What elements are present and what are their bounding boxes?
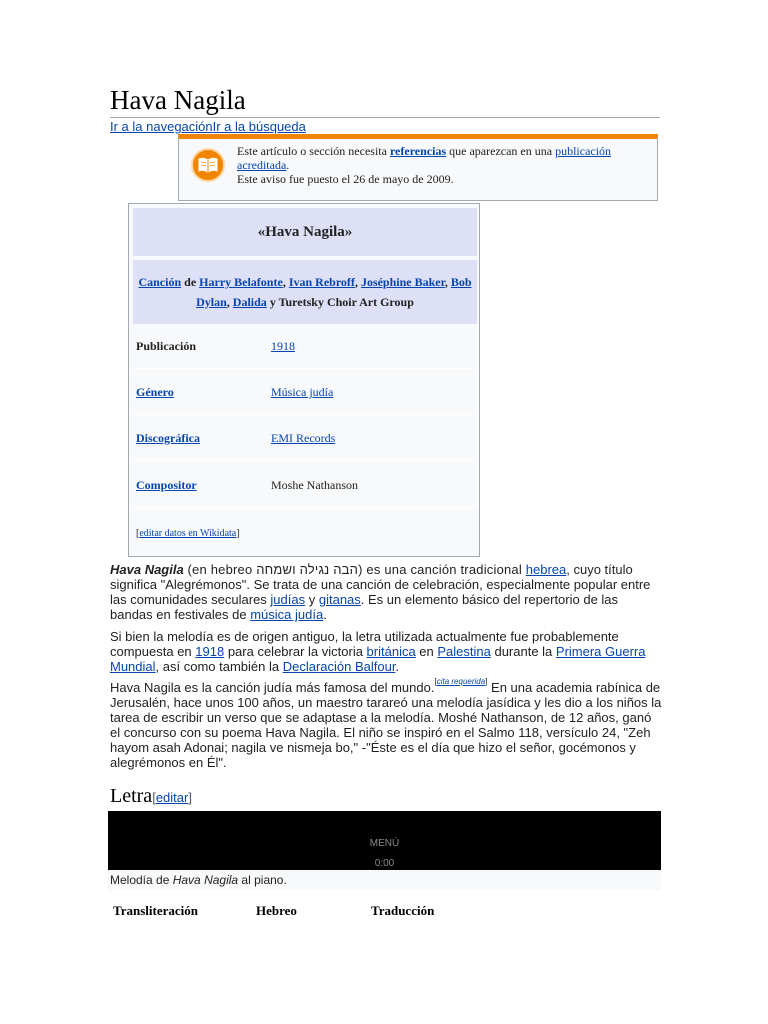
infobox-row-compositor [133, 463, 479, 508]
column-header-transliteracion: Transliteración [113, 903, 198, 918]
notice-text-part: Este artículo o sección necesita [237, 144, 390, 158]
paragraph-text: En una academia rabínica de Jerusalén, hace unos 100 años, un maestro tarareó una melodía jasídica y les dio a los niños la tarea de escribir un verso que se adaptase a la melodía. Moshé Nathanson, de 12 años, ganó el concurso con su poema Hava Nagila. El niño se inspiró en el Salmo 118, versículo 24, "Zeh hayom asah Adonai; nagila ve nismeja bo," -"Éste es el día que hizo el señor, gocémonos y alegrémonos en Él". [110, 680, 662, 770]
row-divider [477, 463, 479, 507]
section-heading-letra [110, 784, 660, 812]
player-time: 0:00 [374, 858, 395, 869]
notice-text [237, 144, 647, 186]
section-title: Letra [110, 785, 153, 807]
primera-guerra-mundial-link[interactable]: Primera Guerra Mundial [110, 644, 646, 674]
skip-links [110, 119, 306, 135]
paragraph-text: (en hebreo הבה נגילה ושמחה) es una canción tradicional [183, 562, 526, 577]
notice-text-part: . [286, 158, 290, 172]
year-1918-link[interactable]: 1918 [195, 644, 225, 659]
column-header-hebreo: Hebreo [256, 903, 297, 918]
wikidata-edit: [editar datos en Wikidata] [136, 528, 240, 539]
paragraph-text: durante la [490, 644, 556, 659]
infobox-row-genero [133, 370, 479, 415]
paragraph-text: . [323, 607, 327, 622]
paragraph-text: Si bien la melodía es de origen antiguo, la letra utilizada actualmente fue probablemente compuesta en [110, 629, 619, 659]
edit-bracket: ] [188, 790, 192, 805]
artist-link[interactable]: Bob Dylan [196, 275, 472, 309]
artist-link[interactable]: Dalida [232, 295, 267, 309]
infobox-title: «Hava Nagila» [133, 208, 477, 256]
row-label-link[interactable]: Compositor [136, 478, 197, 492]
paragraph-origin [110, 629, 662, 674]
notice-text-part: que aparezcan en una [446, 144, 556, 158]
caption-text: Melodía de [110, 873, 173, 887]
row-value: Moshe Nathanson [271, 478, 358, 492]
row-label: Publicación [136, 339, 197, 353]
paragraph-text: en [415, 644, 438, 659]
row-value-link[interactable]: EMI Records [271, 431, 336, 445]
book-icon [191, 148, 225, 182]
artist-link[interactable]: Ivan Rebroff [288, 275, 355, 289]
artist-name: Turetsky Choir Art Group [278, 295, 414, 309]
cancion-link[interactable]: Canción [138, 275, 182, 289]
row-divider [477, 370, 479, 414]
notice-date: Este aviso fue puesto el 26 de mayo de 2009. [237, 172, 454, 186]
paragraph-text: , cuyo título significa "Alegrémonos". Se trata de una canción de celebración, especialmente popular entre las comunidades seculares [110, 562, 651, 607]
citation-needed: [cita requerida] [434, 677, 488, 686]
artist-link[interactable]: Joséphine Baker [360, 275, 445, 289]
infobox-row-publicacion [133, 324, 479, 369]
paragraph-text: , así como también la [155, 659, 283, 674]
subtitle-text: de [181, 275, 200, 289]
caption-song-name: Hava Nagila [172, 873, 239, 887]
edit-wikidata-link[interactable]: editar datos en Wikidata [139, 528, 237, 539]
page-title: Hava Nagila [110, 84, 660, 118]
column-header-traduccion: Traducción [371, 903, 435, 918]
caption-text: al piano. [238, 873, 287, 887]
row-label-link[interactable]: Género [136, 385, 174, 399]
row-divider [477, 324, 479, 368]
edit-bracket: [ [152, 790, 156, 805]
infobox-subtitle: Canción de Harry Belafonte, Ivan Rebroff, Joséphine Baker, Bob Dylan, Dalida y Turetsky Choir Art Group [133, 260, 477, 324]
paragraph-text: para celebrar la victoria [224, 644, 367, 659]
infobox-row-discografica [133, 416, 479, 461]
palestina-link[interactable]: Palestina [437, 644, 491, 659]
paragraph-history [110, 677, 662, 770]
row-value-link[interactable]: Música judía [271, 385, 334, 399]
gitanas-link[interactable]: gitanas [318, 592, 361, 607]
song-name: Hava Nagila [110, 562, 184, 577]
row-label-link[interactable]: Discográfica [136, 431, 200, 445]
judias-link[interactable]: judías [270, 592, 306, 607]
audio-player[interactable] [108, 811, 661, 870]
references-notice [178, 134, 658, 201]
row-value-link[interactable]: 1918 [271, 339, 295, 353]
player-caption [108, 870, 661, 890]
publicacion-acreditada-link[interactable]: publicación acreditada [237, 144, 612, 172]
row-divider [477, 416, 479, 460]
musica-judia-link[interactable]: música judía [250, 607, 324, 622]
paragraph-text: . [395, 659, 400, 674]
edit-section-link[interactable]: editar [155, 790, 189, 805]
skip-to-search-link[interactable]: Ir a la búsqueda [212, 119, 306, 134]
player-menu-button[interactable]: MENÚ [369, 838, 400, 849]
cita-requerida-link[interactable]: cita requerida [436, 677, 486, 686]
subtitle-text: y [266, 295, 279, 309]
paragraph-text: y [305, 592, 319, 607]
artist-link[interactable]: Harry Belafonte [199, 275, 283, 289]
song-infobox [128, 203, 480, 557]
skip-to-navigation-link[interactable]: Ir a la navegación [110, 119, 213, 134]
paragraph-intro [110, 562, 662, 622]
paragraph-text: Hava Nagila es la canción judía más famosa del mundo. [110, 680, 435, 695]
referencias-link[interactable]: referencias [389, 144, 447, 158]
hebrea-link[interactable]: hebrea [525, 562, 567, 577]
declaracion-balfour-link[interactable]: Declaración Balfour [282, 659, 396, 674]
paragraph-text: . Es un elemento básico del repertorio de las bandas en festivales de [110, 592, 619, 622]
britanica-link[interactable]: británica [366, 644, 416, 659]
